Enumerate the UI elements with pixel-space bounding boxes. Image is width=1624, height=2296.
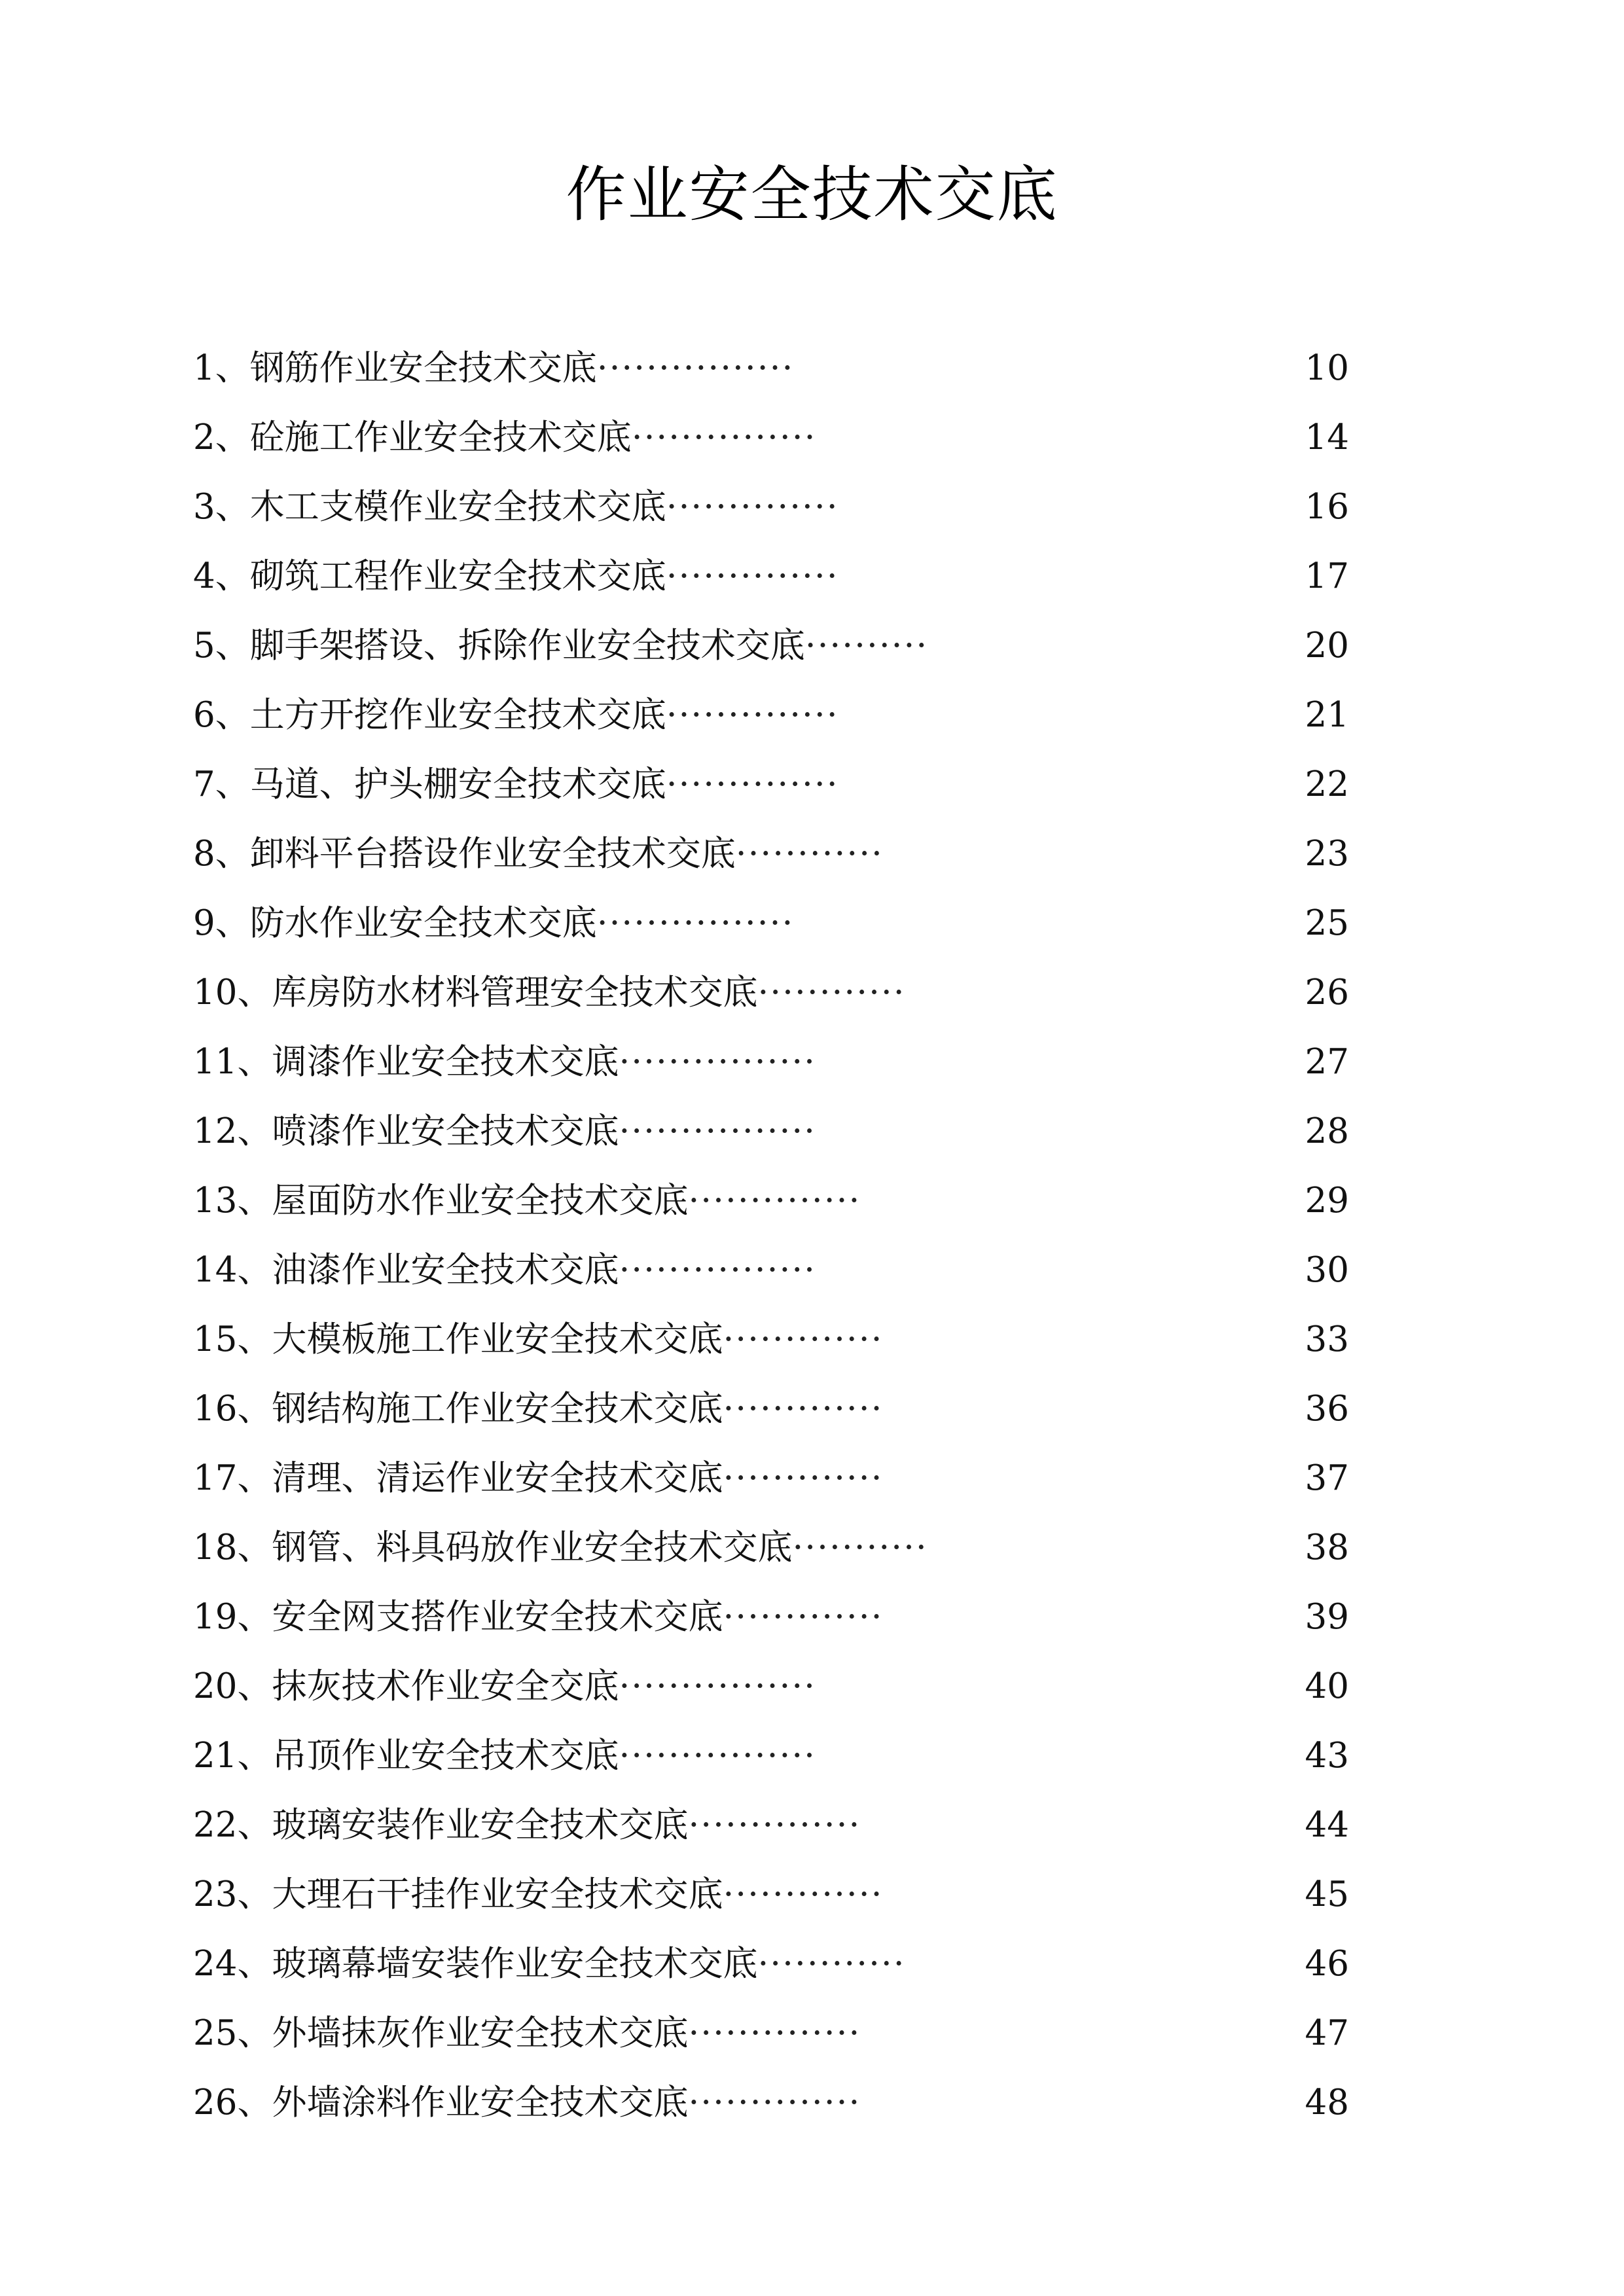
toc-entry bbox=[193, 1791, 861, 1860]
toc-leader: ············· bbox=[723, 1319, 884, 1359]
toc-row[interactable] bbox=[0, 1444, 1624, 1513]
toc-title: 安全网支搭作业安全技术交底 bbox=[272, 1597, 723, 1637]
toc-page-number: 22 bbox=[1305, 764, 1349, 804]
toc-entry bbox=[193, 1028, 816, 1097]
toc-row[interactable] bbox=[0, 1028, 1624, 1097]
toc-page-number: 23 bbox=[1305, 834, 1349, 874]
toc-row[interactable] bbox=[0, 1236, 1624, 1305]
toc-page-number: 28 bbox=[1305, 1111, 1349, 1151]
toc-leader: ·············· bbox=[688, 1181, 861, 1221]
toc-row[interactable] bbox=[0, 473, 1624, 542]
toc-entry bbox=[193, 611, 928, 681]
toc-entry bbox=[193, 542, 839, 611]
toc-number: 26、 bbox=[193, 2083, 272, 2123]
toc-number: 21、 bbox=[193, 1736, 272, 1776]
toc-leader: ················ bbox=[619, 1666, 817, 1706]
toc-page-number: 16 bbox=[1305, 487, 1349, 527]
toc-title: 抹灰技术作业安全交底 bbox=[272, 1666, 619, 1706]
toc-leader: ·············· bbox=[666, 556, 839, 596]
toc-row[interactable] bbox=[0, 681, 1624, 750]
toc-number: 17、 bbox=[193, 1458, 272, 1498]
toc-leader: ·············· bbox=[688, 2013, 861, 2053]
toc-row[interactable] bbox=[0, 1652, 1624, 1721]
toc-page-number: 39 bbox=[1305, 1597, 1349, 1637]
toc-page-number: 21 bbox=[1305, 695, 1349, 735]
toc-number: 16、 bbox=[193, 1389, 272, 1429]
toc-title: 马道、护头棚安全技术交底 bbox=[249, 764, 666, 804]
toc-title: 土方开挖作业安全技术交底 bbox=[249, 695, 666, 735]
toc-page-number: 17 bbox=[1305, 556, 1349, 596]
toc-number: 25、 bbox=[193, 2013, 272, 2053]
toc-row[interactable] bbox=[0, 403, 1624, 473]
toc-page-number: 47 bbox=[1305, 2013, 1349, 2053]
toc-page-number: 27 bbox=[1305, 1042, 1349, 1082]
toc-title: 大模板施工作业安全技术交底 bbox=[272, 1319, 723, 1359]
toc-title: 库房防水材料管理安全技术交底 bbox=[272, 973, 758, 1013]
toc-title: 外墙涂料作业安全技术交底 bbox=[272, 2083, 689, 2123]
toc-entry bbox=[193, 1305, 883, 1374]
toc-entry bbox=[193, 1721, 816, 1791]
toc-page-number: 38 bbox=[1305, 1528, 1349, 1568]
toc-leader: ·············· bbox=[688, 2083, 861, 2123]
toc-row[interactable] bbox=[0, 1721, 1624, 1791]
toc-entry bbox=[193, 958, 906, 1028]
toc-leader: ················ bbox=[619, 1042, 817, 1082]
toc-page-number: 45 bbox=[1305, 1874, 1349, 1914]
toc-leader: ············· bbox=[723, 1389, 884, 1429]
toc-entry bbox=[193, 1860, 883, 1929]
toc-page-number: 36 bbox=[1305, 1389, 1349, 1429]
toc-number: 11、 bbox=[193, 1042, 272, 1082]
toc-row[interactable] bbox=[0, 1374, 1624, 1444]
toc-title: 木工支模作业安全技术交底 bbox=[249, 487, 666, 527]
toc-leader: ············ bbox=[757, 973, 906, 1013]
toc-row[interactable] bbox=[0, 1860, 1624, 1929]
toc-entry bbox=[193, 1097, 816, 1166]
toc-page-number: 20 bbox=[1305, 626, 1349, 666]
toc-row[interactable] bbox=[0, 750, 1624, 819]
toc-row[interactable] bbox=[0, 1791, 1624, 1860]
toc-page-number: 33 bbox=[1305, 1319, 1349, 1359]
toc-page-number: 48 bbox=[1305, 2083, 1349, 2123]
toc-page-number: 37 bbox=[1305, 1458, 1349, 1498]
toc-number: 14、 bbox=[193, 1250, 272, 1290]
toc-number: 5、 bbox=[193, 626, 250, 666]
toc-leader: ·············· bbox=[666, 487, 839, 527]
toc-entry bbox=[193, 889, 794, 958]
toc-leader: ·············· bbox=[666, 764, 839, 804]
toc-number: 19、 bbox=[193, 1597, 272, 1637]
toc-title: 油漆作业安全技术交底 bbox=[272, 1250, 619, 1290]
toc-entry bbox=[193, 334, 794, 403]
toc-title: 喷漆作业安全技术交底 bbox=[272, 1111, 619, 1151]
toc-row[interactable] bbox=[0, 1097, 1624, 1166]
toc-title: 砌筑工程作业安全技术交底 bbox=[249, 556, 666, 596]
toc-leader: ················ bbox=[619, 1736, 817, 1776]
toc-number: 15、 bbox=[193, 1319, 272, 1359]
toc-leader: ············· bbox=[723, 1597, 884, 1637]
toc-leader: ················ bbox=[596, 348, 795, 388]
toc-leader: ··········· bbox=[792, 1528, 928, 1568]
toc-leader: ············· bbox=[723, 1874, 884, 1914]
toc-number: 2、 bbox=[193, 418, 250, 457]
toc-leader: ·········· bbox=[804, 626, 929, 666]
toc-row[interactable] bbox=[0, 1583, 1624, 1652]
toc-page-number: 44 bbox=[1305, 1805, 1349, 1845]
toc-title: 调漆作业安全技术交底 bbox=[272, 1042, 619, 1082]
toc-number: 12、 bbox=[193, 1111, 272, 1151]
toc-page-number: 26 bbox=[1305, 973, 1349, 1013]
toc-title: 钢结构施工作业安全技术交底 bbox=[272, 1389, 723, 1429]
toc-number: 24、 bbox=[193, 1944, 272, 1984]
toc-row[interactable] bbox=[0, 1166, 1624, 1236]
toc-entry bbox=[193, 1236, 816, 1305]
toc-number: 3、 bbox=[193, 487, 250, 527]
toc-leader: ············ bbox=[757, 1944, 906, 1984]
toc-title: 清理、清运作业安全技术交底 bbox=[272, 1458, 723, 1498]
toc-entry bbox=[193, 473, 839, 542]
toc-title: 屋面防水作业安全技术交底 bbox=[272, 1181, 689, 1221]
toc-row[interactable] bbox=[0, 958, 1624, 1028]
toc-leader: ················ bbox=[619, 1111, 817, 1151]
toc-page-number: 14 bbox=[1305, 418, 1349, 457]
toc-entry bbox=[193, 2068, 861, 2138]
toc-leader: ··············· bbox=[631, 418, 817, 457]
toc-row[interactable] bbox=[0, 542, 1624, 611]
toc-entry bbox=[193, 819, 884, 889]
toc-number: 10、 bbox=[193, 973, 272, 1013]
toc-title: 玻璃安装作业安全技术交底 bbox=[272, 1805, 689, 1845]
toc-entry bbox=[193, 1929, 906, 1999]
toc-title: 外墙抹灰作业安全技术交底 bbox=[272, 2013, 689, 2053]
toc-row[interactable] bbox=[0, 2068, 1624, 2138]
toc-number: 8、 bbox=[193, 834, 250, 874]
toc-entry bbox=[193, 1444, 883, 1513]
toc-title: 玻璃幕墙安装作业安全技术交底 bbox=[272, 1944, 758, 1984]
toc-number: 1、 bbox=[193, 348, 250, 388]
toc-row[interactable] bbox=[0, 889, 1624, 958]
toc-leader: ················ bbox=[596, 903, 795, 943]
toc-leader: ················ bbox=[619, 1250, 817, 1290]
toc-entry bbox=[193, 750, 839, 819]
toc-title: 卸料平台搭设作业安全技术交底 bbox=[249, 834, 736, 874]
toc-entry bbox=[193, 1166, 861, 1236]
toc-title: 脚手架搭设、拆除作业安全技术交底 bbox=[249, 626, 805, 666]
toc-page-number: 40 bbox=[1305, 1666, 1349, 1706]
toc-row[interactable] bbox=[0, 819, 1624, 889]
toc-leader: ·············· bbox=[688, 1805, 861, 1845]
toc-page-number: 25 bbox=[1305, 903, 1349, 943]
toc-title: 大理石干挂作业安全技术交底 bbox=[272, 1874, 723, 1914]
toc-title: 防水作业安全技术交底 bbox=[249, 903, 597, 943]
toc-entry bbox=[193, 1583, 883, 1652]
toc-number: 6、 bbox=[193, 695, 250, 735]
toc-entry bbox=[193, 1513, 928, 1583]
toc-number: 22、 bbox=[193, 1805, 272, 1845]
toc-number: 23、 bbox=[193, 1874, 272, 1914]
toc-entry bbox=[193, 1374, 883, 1444]
toc-row[interactable] bbox=[0, 611, 1624, 681]
toc-page-number: 30 bbox=[1305, 1250, 1349, 1290]
toc-title: 钢管、料具码放作业安全技术交底 bbox=[272, 1528, 793, 1568]
toc-entry bbox=[193, 1999, 861, 2068]
toc-page-number: 46 bbox=[1305, 1944, 1349, 1984]
toc-page-number: 29 bbox=[1305, 1181, 1349, 1221]
toc-number: 13、 bbox=[193, 1181, 272, 1221]
toc-row[interactable] bbox=[0, 1999, 1624, 2068]
toc-leader: ············ bbox=[735, 834, 884, 874]
toc-row[interactable] bbox=[0, 1513, 1624, 1583]
toc-title: 吊顶作业安全技术交底 bbox=[272, 1736, 619, 1776]
toc-page-number: 43 bbox=[1305, 1736, 1349, 1776]
toc-number: 9、 bbox=[193, 903, 250, 943]
toc-row[interactable] bbox=[0, 1929, 1624, 1999]
toc-number: 4、 bbox=[193, 556, 250, 596]
toc-leader: ·············· bbox=[666, 695, 839, 735]
toc-entry bbox=[193, 1652, 816, 1721]
toc-title: 砼施工作业安全技术交底 bbox=[249, 418, 632, 457]
toc-row[interactable] bbox=[0, 334, 1624, 403]
toc-title: 钢筋作业安全技术交底 bbox=[249, 348, 597, 388]
toc-entry bbox=[193, 403, 816, 473]
toc-number: 18、 bbox=[193, 1528, 272, 1568]
toc-row[interactable] bbox=[0, 1305, 1624, 1374]
page-title: 作业安全技术交底 bbox=[566, 160, 1058, 230]
toc-number: 20、 bbox=[193, 1666, 272, 1706]
toc-number: 7、 bbox=[193, 764, 250, 804]
toc-page-number: 10 bbox=[1305, 348, 1349, 388]
toc-entry bbox=[193, 681, 839, 750]
toc-leader: ············· bbox=[723, 1458, 884, 1498]
